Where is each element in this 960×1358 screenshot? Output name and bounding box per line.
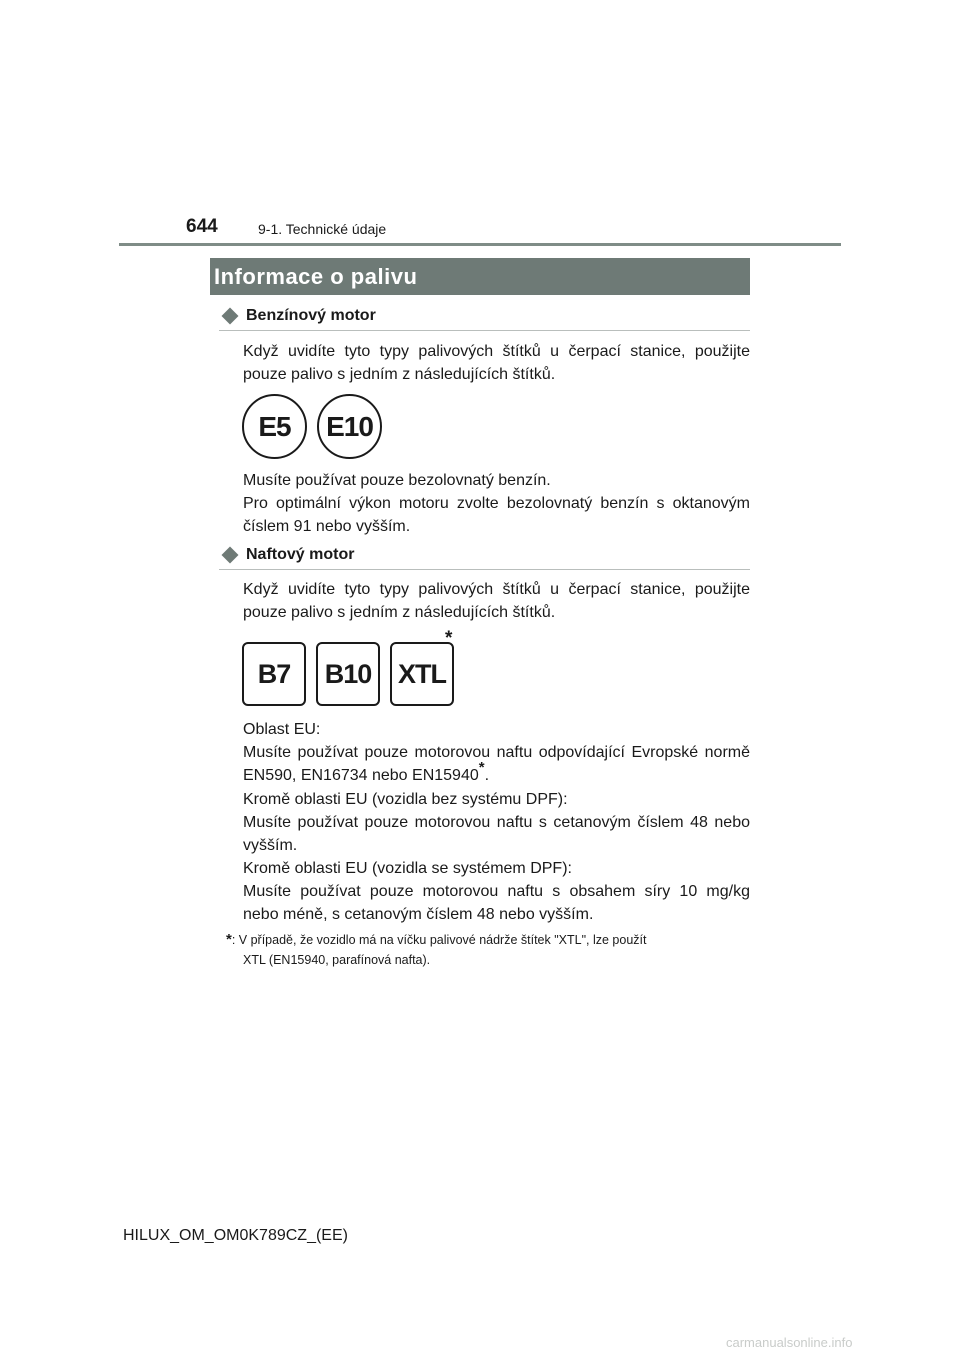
diesel-intro-line1: Když uvidíte tyto typy palivových štítků u čerpací stanice, použijte xyxy=(243,581,750,598)
footnote-mark: * xyxy=(226,931,232,948)
diesel-heading xyxy=(219,546,354,564)
fuel-label-e5: E5 xyxy=(242,394,307,459)
petrol-intro-line2: pouze palivo s jedním z následujících štítků. xyxy=(243,366,556,383)
page-number: 644 xyxy=(186,216,218,237)
watermark: carmanualsonline.info xyxy=(726,1335,853,1350)
fuel-label-b7: B7 xyxy=(242,642,306,706)
diesel-heading-text: Naftový motor xyxy=(246,546,355,563)
diesel-eu-line2-end: . xyxy=(484,767,490,784)
diesel-eu-title: Oblast EU: xyxy=(243,721,321,738)
footnote xyxy=(226,930,750,970)
footnote-line2: XTL (EN15940, parafínová nafta). xyxy=(243,953,431,967)
diesel-heading-rule xyxy=(219,569,750,570)
petrol-intro-line1: Když uvidíte tyto typy palivových štítků u čerpací stanice, použijte xyxy=(243,343,750,360)
xtl-asterisk: * xyxy=(445,628,453,649)
non-eu-nodpf-title: Kromě oblasti EU (vozidla bez systému DPF): xyxy=(243,791,568,808)
petrol-intro xyxy=(243,340,750,386)
diamond-bullet-icon xyxy=(222,547,239,564)
petrol-fuel-labels xyxy=(242,394,382,459)
diamond-bullet-icon xyxy=(222,308,239,325)
petrol-heading xyxy=(219,307,376,325)
petrol-req-line1: Musíte používat pouze bezolovnatý benzín. xyxy=(243,472,551,489)
petrol-heading-rule xyxy=(219,330,750,331)
diesel-intro-line2: pouze palivo s jedním z následujících štítků. xyxy=(243,604,556,621)
header-rule xyxy=(119,243,841,246)
fuel-label-xtl: XTL xyxy=(390,642,454,706)
diesel-fuel-labels xyxy=(242,642,454,706)
fuel-label-e10: E10 xyxy=(317,394,382,459)
diesel-eu-line2-text: EN590, EN16734 nebo EN15940 xyxy=(243,767,479,784)
diesel-intro xyxy=(243,578,750,624)
petrol-req-line3: číslem 91 nebo vyšším. xyxy=(243,518,411,535)
fuel-label-b10: B10 xyxy=(316,642,380,706)
diesel-eu xyxy=(243,718,750,787)
non-eu-dpf-title: Kromě oblasti EU (vozidla se systémem DPF): xyxy=(243,860,572,877)
diesel-non-eu-no-dpf xyxy=(243,788,750,857)
non-eu-nodpf-line2: vyšším. xyxy=(243,837,298,854)
non-eu-dpf-line1: Musíte používat pouze motorovou naftu s obsahem síry 10 mg/kg xyxy=(243,883,750,900)
petrol-req-line2: Pro optimální výkon motoru zvolte bezolovnatý benzín s oktanovým xyxy=(243,495,750,512)
footnote-line1: : V případě, že vozidlo má na víčku palivové nádrže štítek "XTL", lze použít xyxy=(231,933,647,947)
non-eu-dpf-line2: nebo méně, s cetanovým číslem 48 nebo vyšším. xyxy=(243,906,594,923)
diesel-eu-line1: Musíte používat pouze motorovou naftu odpovídající Evropské normě xyxy=(243,744,750,761)
diesel-non-eu-dpf xyxy=(243,857,750,926)
petrol-heading-text: Benzínový motor xyxy=(246,307,376,324)
petrol-requirements xyxy=(243,469,750,538)
non-eu-nodpf-line1: Musíte používat pouze motorovou naftu s cetanovým číslem 48 nebo xyxy=(243,814,750,831)
document-code: HILUX_OM_OM0K789CZ_(EE) xyxy=(123,1227,348,1244)
section-label: 9-1. Technické údaje xyxy=(258,221,387,237)
footnote-ref: * xyxy=(478,758,485,776)
diesel-eu-line2 xyxy=(243,758,750,787)
page-title: Informace o palivu xyxy=(210,258,750,295)
